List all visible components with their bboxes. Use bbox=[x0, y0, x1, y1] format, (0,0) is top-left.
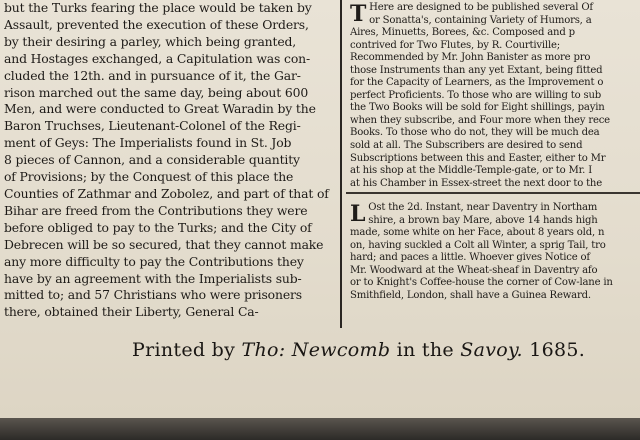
article-line: there, obtained their Liberty, General Ca- bbox=[4, 304, 259, 320]
page-edge-shadow bbox=[0, 418, 640, 440]
ad-line: made, some white on her Face, about 8 years old, n bbox=[350, 227, 605, 239]
article-line: cluded the 12th. and in pursuance of it, the Gar- bbox=[4, 67, 301, 83]
imprint-printer: Tho: Newcomb bbox=[241, 339, 391, 361]
ad-line: those Instruments than any yet Extant, being fitted bbox=[350, 64, 603, 76]
ad-line: contrived for Two Flutes, by R. Courtiville; bbox=[350, 39, 560, 51]
advertisement-separator bbox=[346, 192, 640, 194]
article-line: have by an agreement with the Imperialists sub- bbox=[4, 270, 302, 286]
article-line: ment of Geys: The Imperialists found in St. Job bbox=[4, 135, 292, 151]
ad-line: at his shop at the Middle-Temple-gate, or to Mr. I bbox=[350, 165, 592, 177]
imprint-year: 1685. bbox=[529, 339, 586, 361]
imprint-line bbox=[132, 339, 602, 361]
article-line: mitted to; and 57 Christians who were prisoners bbox=[4, 287, 302, 303]
advertisement-lost-mare bbox=[350, 202, 640, 302]
article-line: Assault, prevented the execution of these Orders, bbox=[4, 16, 309, 32]
ad-line: Aires, Minuetts, Borees, &c. Composed and p bbox=[350, 27, 575, 39]
article-line: Counties of Zathmar and Zobolez, and part of that of bbox=[4, 185, 329, 201]
ad-line: Smithfield, London, shall have a Guinea Reward. bbox=[350, 290, 591, 302]
ad-line: for the Capacity of Learners, as the Improvement o bbox=[350, 77, 604, 89]
column-divider bbox=[340, 0, 342, 328]
ad-line: perfect Proficients. To those who are willing to sub bbox=[350, 89, 602, 101]
ad-line: when they subscribe, and Four more when they rece bbox=[350, 114, 610, 126]
ad-line: at his Chamber in Essex-street the next door to the bbox=[350, 177, 603, 189]
ad-line: hard; and paces a little. Whoever gives Notice of bbox=[350, 252, 590, 264]
imprint-place: Savoy. bbox=[460, 339, 523, 361]
article-line: by their desiring a parley, which being granted, bbox=[4, 33, 297, 49]
article-line: Baron Truchses, Lieutenant-Colonel of the Regi- bbox=[4, 118, 301, 134]
ad-line: Mr. Woodward at the Wheat-sheaf in Daventry afo bbox=[350, 264, 598, 276]
ad-line: Here are designed to be published several Of bbox=[369, 2, 593, 13]
article-line: any more difficulty to pay the Contributions they bbox=[4, 253, 304, 269]
article-line: 8 pieces of Cannon, and a considerable quantity bbox=[4, 152, 300, 168]
right-column-advertisements bbox=[350, 2, 640, 303]
article-line: but the Turks fearing the place would be taken by bbox=[4, 0, 312, 15]
drop-cap: L bbox=[350, 201, 366, 228]
advertisement-sonatas bbox=[350, 2, 640, 190]
imprint-printed-by: Printed by bbox=[132, 339, 236, 361]
ad-line: Ost the 2d. Instant, near Daventry in Northam bbox=[368, 202, 598, 214]
ad-line: or Sonatta's, containing Variety of Humors, a bbox=[369, 14, 592, 26]
article-line: Men, and were conducted to Great Waradin by the bbox=[4, 101, 316, 117]
article-line: Debrecen will be so secured, that they cannot make bbox=[4, 236, 324, 252]
ad-line: Books. To those who do not, they will be much dea bbox=[350, 127, 600, 139]
article-line: Bihar are freed from the Contributions they were bbox=[4, 202, 308, 218]
ad-line: on, having suckled a Colt all Winter, a sprig Tail, tro bbox=[350, 239, 606, 251]
drop-cap: T bbox=[350, 1, 367, 27]
ad-line: Recommended by Mr. John Banister as more pro bbox=[350, 52, 591, 64]
ad-line: the Two Books will be sold for Eight shillings, payin bbox=[350, 102, 605, 114]
ad-line: Subscriptions between this and Easter, either to Mr bbox=[350, 152, 606, 164]
article-line: before obliged to pay to the Turks; and the City of bbox=[4, 219, 312, 235]
imprint-in-the: in the bbox=[396, 339, 454, 361]
article-line: and Hostages exchanged, a Capitulation was con- bbox=[4, 50, 310, 66]
ad-line: or to Knight's Coffee-house the corner of Cow-lane in bbox=[350, 277, 613, 289]
ad-line: shire, a brown bay Mare, above 14 hands high bbox=[368, 214, 598, 226]
article-line: of Provisions; by the Conquest of this place the bbox=[4, 169, 294, 185]
left-column-article bbox=[4, 0, 334, 321]
ad-line: sold at all. The Subscribers are desired to send bbox=[350, 140, 583, 152]
article-line: rison marched out the same day, being about 600 bbox=[4, 84, 309, 100]
